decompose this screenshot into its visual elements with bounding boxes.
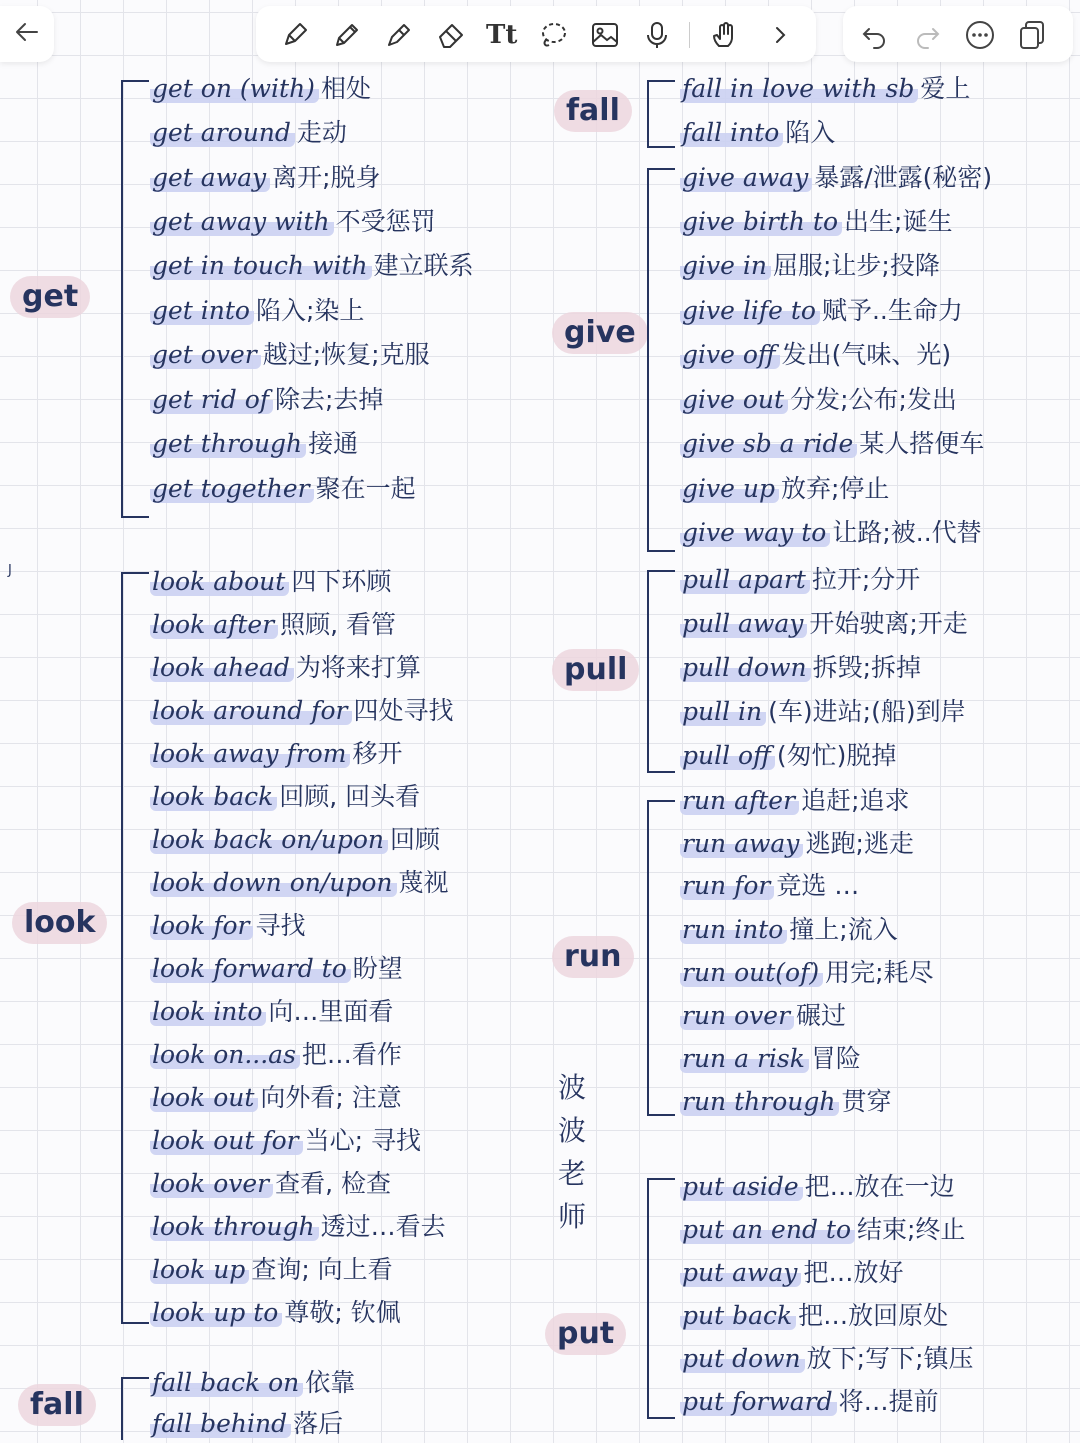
phrase-row: get in touch with 建立联系 — [152, 251, 474, 280]
phrase-row: run away 逃跑;逃走 — [682, 829, 914, 858]
phrase-row: get into 陷入;染上 — [152, 296, 365, 325]
undo-icon[interactable] — [859, 20, 889, 50]
lasso-icon[interactable] — [538, 20, 568, 50]
pencil-icon[interactable] — [332, 20, 362, 50]
phrase-row: look about 四下环顾 — [152, 567, 392, 596]
phrase-row: give birth to 出生;诞生 — [682, 207, 953, 236]
phrase-row: look out 向外看; 注意 — [152, 1083, 402, 1112]
phrase-row: run a risk 冒险 — [682, 1044, 861, 1073]
hand-icon[interactable] — [710, 20, 740, 50]
phrase-row: put down 放下;写下;镇压 — [682, 1344, 974, 1373]
phrase-row: pull down 拆毁;拆掉 — [682, 653, 922, 682]
phrase-row: run after 追赶;追求 — [682, 786, 910, 815]
phrase-row: fall in love with sb 爱上 — [682, 74, 971, 103]
phrase-row: look through 透过…看去 — [152, 1212, 446, 1241]
phrase-row: get through 接通 — [152, 429, 359, 458]
bracket-put — [647, 1178, 675, 1419]
phrase-row: put aside 把…放在一边 — [682, 1172, 955, 1201]
eraser-icon[interactable] — [436, 20, 466, 50]
phrase-row: look forward to 盼望 — [152, 954, 403, 983]
more-icon[interactable] — [965, 20, 995, 50]
stray-mark: J — [8, 563, 12, 578]
phrase-row: give up 放弃;停止 — [682, 474, 890, 503]
microphone-icon[interactable] — [642, 20, 672, 50]
phrase-row: look on...as 把…看作 — [152, 1040, 402, 1069]
phrase-row: get away 离开;脱身 — [152, 163, 381, 192]
phrase-row: look back 回顾, 回头看 — [152, 782, 421, 811]
phrase-row: run into 撞上;流入 — [682, 915, 898, 944]
phrase-row: give out 分发;公布;发出 — [682, 385, 957, 414]
phrase-row: put an end to 结束;终止 — [682, 1215, 966, 1244]
action-toolbar — [843, 6, 1073, 62]
phrase-row: look around for 四处寻找 — [152, 696, 454, 725]
bracket-give — [647, 168, 675, 552]
phrase-row: pull away 开始驶离;开走 — [682, 609, 968, 638]
phrase-row: put away 把…放好 — [682, 1258, 904, 1287]
phrase-row: look ahead 为将来打算 — [152, 653, 421, 682]
phrase-row: give life to 赋予..生命力 — [682, 296, 963, 325]
category-give: give — [552, 312, 648, 354]
phrase-row: look up 查询; 向上看 — [152, 1255, 393, 1284]
text-icon[interactable]: Tt — [486, 20, 518, 50]
phrase-row: give in 屈服;让步;投降 — [682, 251, 940, 280]
category-fall: fall — [554, 90, 632, 132]
bracket-pull — [647, 570, 675, 773]
bracket-get — [121, 80, 149, 518]
phrase-row: look for 寻找 — [152, 911, 306, 940]
bracket-fall-right — [647, 80, 675, 148]
redo-icon[interactable] — [913, 20, 943, 50]
phrase-row: pull off (匆忙)脱掉 — [682, 741, 897, 770]
arrow-left-icon — [13, 18, 41, 50]
phrase-row: run for 竞选 … — [682, 871, 860, 900]
phrase-row: get around 走动 — [152, 118, 347, 147]
phrase-row: give sb a ride 某人搭便车 — [682, 429, 985, 458]
category-fall: fall — [18, 1384, 96, 1426]
bracket-run — [647, 800, 675, 1116]
author-watermark: 波 波 老 师 — [557, 1071, 586, 1233]
phrase-row: fall back on 依靠 — [152, 1368, 356, 1397]
category-put: put — [545, 1313, 626, 1355]
phrase-row: look away from 移开 — [152, 739, 403, 768]
phrase-row: get away with 不受惩罚 — [152, 207, 436, 236]
phrase-row: give way to 让路;被..代替 — [682, 518, 982, 547]
phrase-row: get on (with) 相处 — [152, 74, 371, 103]
phrase-row: look into 向…里面看 — [152, 997, 394, 1026]
phrase-row: get rid of 除去;去掉 — [152, 385, 384, 414]
phrase-row: give away 暴露/泄露(秘密) — [682, 163, 993, 192]
phrase-row: give off 发出(气味、光) — [682, 340, 952, 369]
phrase-row: run out(of) 用完;耗尽 — [682, 958, 934, 987]
category-pull: pull — [552, 649, 639, 691]
bracket-look — [121, 572, 149, 1324]
image-icon[interactable] — [590, 20, 620, 50]
pen-icon[interactable] — [280, 20, 310, 50]
phrase-row: look after 照顾, 看管 — [152, 610, 397, 639]
phrase-row: run over 碾过 — [682, 1001, 847, 1030]
toolbar-divider — [689, 22, 690, 48]
phrase-row: put back 把…放回原处 — [682, 1301, 949, 1330]
phrase-row: look back on/upon 回顾 — [152, 825, 441, 854]
phrase-row: look up to 尊敬; 钦佩 — [152, 1298, 401, 1327]
category-run: run — [552, 936, 634, 978]
chevron-right-icon[interactable] — [766, 20, 796, 50]
phrase-row: look down on/upon 蔑视 — [152, 868, 449, 897]
phrase-row: run through 贯穿 — [682, 1087, 892, 1116]
highlighter-icon[interactable] — [384, 20, 414, 50]
category-get: get — [10, 276, 90, 318]
phrase-row: look out for 当心; 寻找 — [152, 1126, 421, 1155]
phrase-row: fall behind 落后 — [152, 1409, 344, 1438]
phrase-row: pull apart 拉开;分开 — [682, 565, 921, 594]
bracket-fall-left — [121, 1377, 149, 1440]
pages-icon[interactable] — [1017, 20, 1047, 50]
phrase-row: look over 查看, 检查 — [152, 1169, 392, 1198]
phrase-row: get over 越过;恢复;克服 — [152, 340, 430, 369]
category-look: look — [12, 902, 107, 944]
phrase-row: fall into 陷入 — [682, 118, 836, 147]
phrase-row: put forward 将…提前 — [682, 1387, 939, 1416]
back-button[interactable] — [0, 6, 54, 62]
phrase-row: pull in (车)进站;(船)到岸 — [682, 697, 966, 726]
drawing-toolbar — [256, 6, 816, 62]
phrase-row: get together 聚在一起 — [152, 474, 416, 503]
